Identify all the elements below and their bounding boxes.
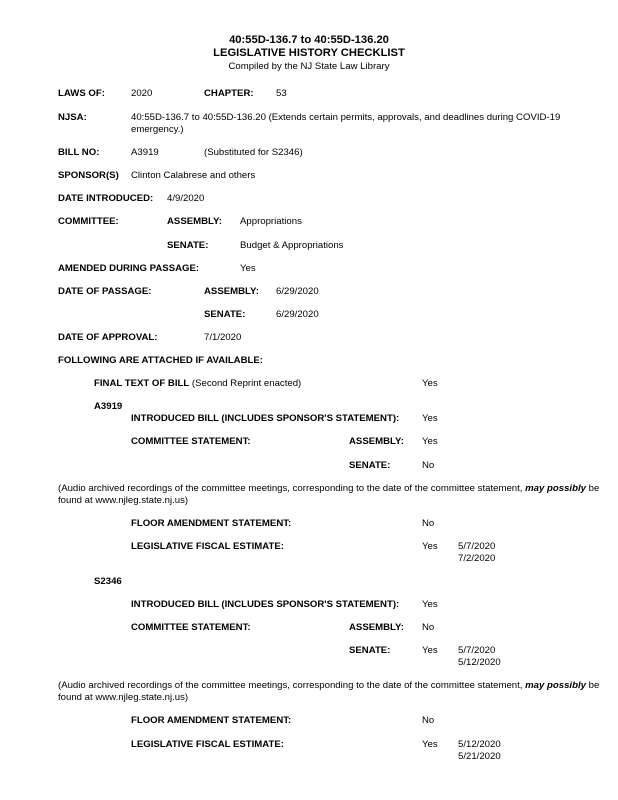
s2346-fiscal-value: Yes — [422, 739, 438, 750]
laws-of-value: 2020 — [131, 88, 153, 99]
bill-no-value: A3919 — [131, 147, 159, 158]
a3919-fiscal-label: LEGISLATIVE FISCAL ESTIMATE: — [131, 541, 284, 552]
a3919-audio-suffix: be found at www.njleg.state.nj.us) — [58, 483, 600, 506]
s2346-senate-value: Yes — [422, 645, 438, 656]
njsa-value: 40:55D-136.7 to 40:55D-136.20 (Extends certain permits, approvals, and deadlines during COVID-19 emergency.) — [131, 112, 561, 135]
committee-senate-label: SENATE: — [167, 240, 209, 251]
s2346-fiscal-date1: 5/12/2020 — [458, 739, 501, 750]
title-line1: 40:55D-136.7 to 40:55D-136.20 — [229, 34, 389, 46]
final-text-label: FINAL TEXT OF BILL — [94, 378, 190, 389]
s2346-audio-note — [58, 680, 603, 704]
a3919-assembly-value: Yes — [422, 436, 438, 447]
bill-no-note: (Substituted for S2346) — [204, 147, 303, 158]
date-of-approval-label: DATE OF APPROVAL: — [58, 332, 158, 343]
a3919-senate-value: No — [422, 460, 435, 471]
date-introduced-value: 4/9/2020 — [167, 193, 205, 204]
chapter-label: CHAPTER: — [204, 88, 254, 99]
final-text-note: (Second Reprint enacted) — [191, 378, 302, 389]
a3919-audio-emphasis: may possibly — [525, 483, 586, 494]
committee-assembly-value: Appropriations — [240, 216, 302, 227]
s2346-assembly-value: No — [422, 622, 435, 633]
committee-senate-value: Budget & Appropriations — [240, 240, 344, 251]
s2346-senate-label: SENATE: — [349, 645, 391, 656]
amended-label: AMENDED DURING PASSAGE: — [58, 263, 200, 274]
chapter-value: 53 — [276, 88, 287, 99]
a3919-committee-label: COMMITTEE STATEMENT: — [131, 436, 251, 447]
s2346-committee-label: COMMITTEE STATEMENT: — [131, 622, 251, 633]
s2346-fiscal-date2: 5/21/2020 — [458, 751, 501, 762]
date-of-passage-label: DATE OF PASSAGE: — [58, 286, 152, 297]
s2346-audio-emphasis: may possibly — [525, 680, 586, 691]
s2346-assembly-label: ASSEMBLY: — [349, 622, 404, 633]
s2346-heading: S2346 — [94, 576, 122, 587]
laws-of-label: LAWS OF: — [58, 88, 105, 99]
a3919-audio-prefix: (Audio archived recordings of the committee meetings, corresponding to the date of the committee statement, — [58, 483, 523, 494]
passage-senate-label: SENATE: — [204, 309, 246, 320]
sponsors-label: SPONSOR(S) — [58, 170, 119, 181]
passage-senate-value: 6/29/2020 — [276, 309, 319, 320]
njsa-label: NJSA: — [58, 112, 87, 123]
passage-assembly-label: ASSEMBLY: — [204, 286, 259, 297]
a3919-heading: A3919 — [94, 401, 123, 412]
s2346-audio-suffix: be found at www.njleg.state.nj.us) — [58, 680, 600, 703]
title-line2: LEGISLATIVE HISTORY CHECKLIST — [213, 47, 405, 59]
bill-no-label: BILL NO: — [58, 147, 100, 158]
a3919-introduced-label: INTRODUCED BILL (INCLUDES SPONSOR'S STATEMENT): — [131, 413, 400, 424]
s2346-senate-date2: 5/12/2020 — [458, 657, 501, 668]
s2346-introduced-value: Yes — [422, 599, 438, 610]
date-introduced-label: DATE INTRODUCED: — [58, 193, 154, 204]
a3919-assembly-label: ASSEMBLY: — [349, 436, 404, 447]
attached-header: FOLLOWING ARE ATTACHED IF AVAILABLE: — [58, 355, 263, 366]
s2346-introduced-label: INTRODUCED BILL (INCLUDES SPONSOR'S STATEMENT): — [131, 599, 400, 610]
committee-label: COMMITTEE: — [58, 216, 119, 227]
a3919-fiscal-date2: 7/2/2020 — [458, 553, 496, 564]
a3919-floor-value: No — [422, 518, 435, 529]
s2346-audio-prefix: (Audio archived recordings of the committee meetings, corresponding to the date of the committee statement, — [58, 680, 523, 691]
a3919-floor-label: FLOOR AMENDMENT STATEMENT: — [131, 518, 292, 529]
sponsors-value: Clinton Calabrese and others — [131, 170, 256, 181]
s2346-senate-date1: 5/7/2020 — [458, 645, 496, 656]
date-of-approval-value: 7/1/2020 — [204, 332, 242, 343]
amended-value: Yes — [240, 263, 256, 274]
s2346-floor-value: No — [422, 715, 435, 726]
final-text-row — [94, 378, 301, 390]
a3919-senate-label: SENATE: — [349, 460, 391, 471]
a3919-audio-note — [58, 483, 603, 507]
final-text-value: Yes — [422, 378, 438, 389]
passage-assembly-value: 6/29/2020 — [276, 286, 319, 297]
a3919-fiscal-date1: 5/7/2020 — [458, 541, 496, 552]
a3919-fiscal-value: Yes — [422, 541, 438, 552]
compiled-by: Compiled by the NJ State Law Library — [228, 61, 390, 72]
s2346-fiscal-label: LEGISLATIVE FISCAL ESTIMATE: — [131, 739, 284, 750]
committee-assembly-label: ASSEMBLY: — [167, 216, 222, 227]
s2346-floor-label: FLOOR AMENDMENT STATEMENT: — [131, 715, 292, 726]
a3919-introduced-value: Yes — [422, 413, 438, 424]
